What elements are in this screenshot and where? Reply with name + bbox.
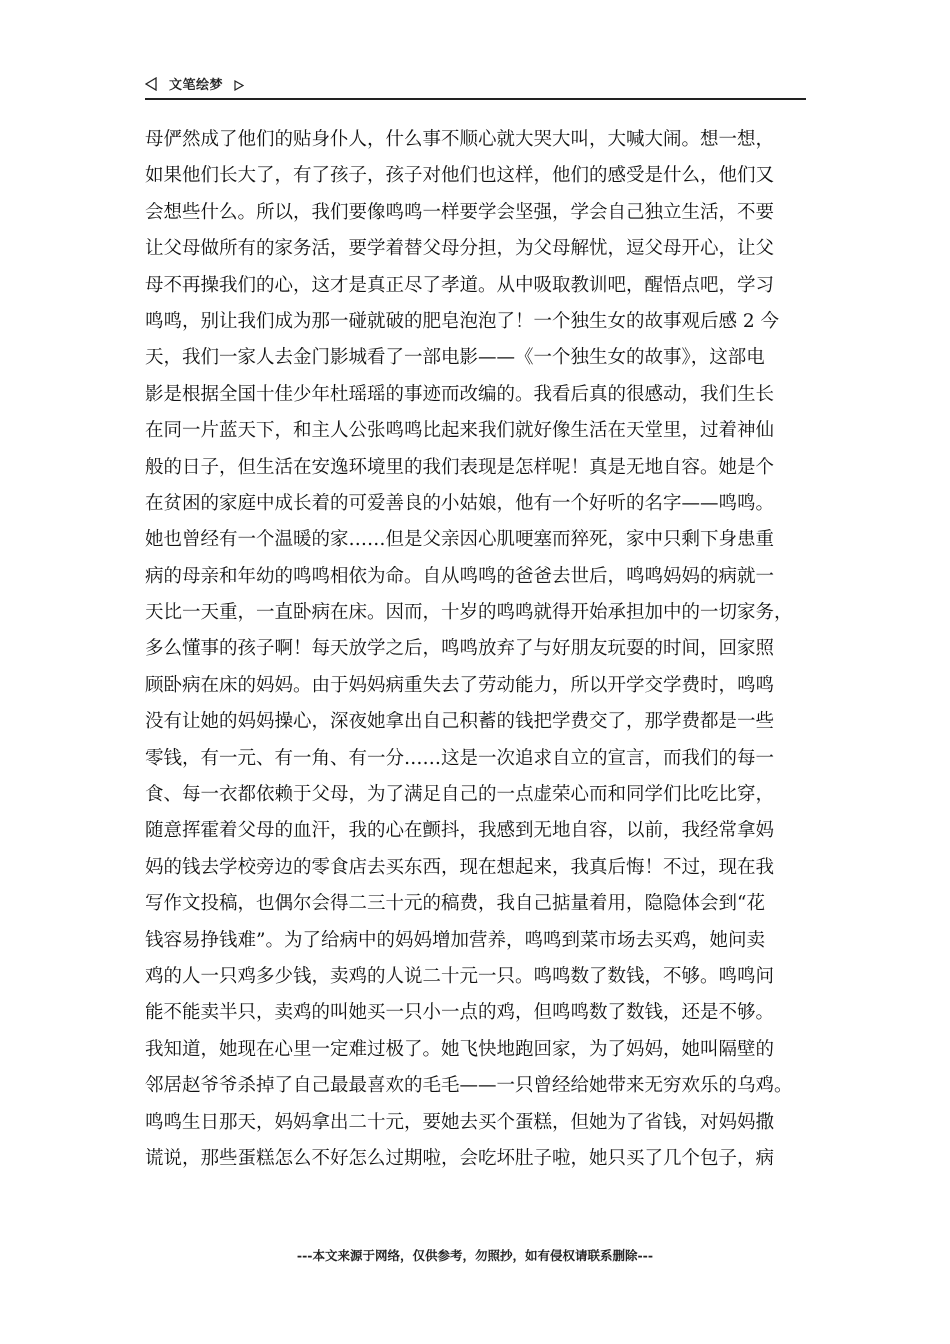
text-line: 邻居赵爷爷杀掉了自己最最喜欢的毛毛——一只曾经给她带来无穷欢乐的乌鸡。 — [145, 1075, 793, 1097]
triangle-right-outline-icon — [234, 76, 244, 87]
text-line: 在贫困的家庭中成长着的可爱善良的小姑娘，他有一个好听的名字——鸣鸣。 — [145, 492, 775, 514]
text-line: 钱容易挣钱难”。为了给病中的妈妈增加营养，鸣鸣到菜市场去买鸡，她问卖 — [145, 929, 765, 951]
text-line: 病的母亲和年幼的鸣鸣相依为命。自从鸣鸣的爸爸去世后，鸣鸣妈妈的病就一 — [145, 565, 775, 587]
text-line: 顾卧病在床的妈妈。由于妈妈病重失去了劳动能力，所以开学交学费时，鸣鸣 — [145, 674, 775, 696]
text-line: 她也曾经有一个温暖的家……但是父亲因心肌哽塞而猝死，家中只剩下身患重 — [145, 529, 775, 551]
text-line: 母不再操我们的心，这才是真正尽了孝道。从中吸取教训吧，醒悟点吧，学习 — [145, 274, 775, 296]
text-line: 我知道，她现在心里一定难过极了。她飞快地跑回家，为了妈妈，她叫隔壁的 — [145, 1038, 775, 1060]
text-line: 般的日子，但生活在安逸环境里的我们表现是怎样呢！真是无地自容。她是个 — [145, 456, 775, 478]
text-line: 随意挥霍着父母的血汗，我的心在颤抖，我感到无地自容，以前，我经常拿妈 — [145, 820, 775, 842]
body-text — [145, 122, 815, 1177]
text-line: 没有让她的妈妈操心，深夜她拿出自己积蓄的钱把学费交了，那学费都是一些 — [145, 711, 775, 733]
text-line: 多么懂事的孩子啊！每天放学之后，鸣鸣放弃了与好朋友玩耍的时间，回家照 — [145, 638, 775, 660]
text-line: 零钱，有一元、有一角、有一分……这是一次追求自立的宣言，而我们的每一 — [145, 747, 775, 769]
text-line: 写作文投稿，也偶尔会得二三十元的稿费，我自己掂量着用，隐隐体会到“花 — [145, 893, 765, 915]
text-line: 如果他们长大了，有了孩子，孩子对他们也这样，他们的感受是什么，他们又 — [145, 165, 775, 187]
text-line: 食、每一衣都依赖于父母，为了满足自己的一点虚荣心而和同学们比吃比穿， — [145, 784, 775, 806]
text-line: 妈的钱去学校旁边的零食店去买东西，现在想起来，我真后悔！不过，现在我 — [145, 856, 775, 878]
text-line: 能不能卖半只，卖鸡的叫她买一只小一点的鸡，但鸣鸣数了数钱，还是不够。 — [145, 1002, 775, 1024]
text-line: 母俨然成了他们的贴身仆人，什么事不顺心就大哭大叫，大喊大闹。想一想， — [145, 129, 775, 150]
text-line: 谎说，那些蛋糕怎么不好怎么过期啦，会吃坏肚子啦，她只买了几个包子，病 — [145, 1147, 775, 1169]
triangle-left-outline-icon — [145, 76, 157, 90]
footer-disclaimer: ---本文来源于网络，仅供参考，勿照抄，如有侵权请联系删除--- — [296, 1248, 654, 1263]
header-title: 文笔绘梦 — [169, 78, 224, 93]
text-line: 会想些什么。所以，我们要像鸣鸣一样要学会坚强，学会自己独立生活，不要 — [145, 201, 775, 223]
page-header — [145, 72, 806, 100]
text-line: 让父母做所有的家务活，要学着替父母分担，为父母解忧，逗父母开心，让父 — [145, 238, 775, 260]
text-line: 影是根据全国十佳少年杜瑶瑶的事迹而改编的。我看后真的很感动，我们生长 — [145, 383, 775, 405]
text-line: 天，我们一家人去金门影城看了一部电影——《一个独生女的故事》，这部电 — [145, 347, 765, 369]
text-line: 在同一片蓝天下，和主人公张鸣鸣比起来我们就好像生活在天堂里，过着神仙 — [145, 420, 775, 442]
text-line: 天比一天重，一直卧病在床。因而，十岁的鸣鸣就得开始承担加中的一切家务， — [145, 602, 793, 624]
text-line: 鸣鸣生日那天，妈妈拿出二十元，要她去买个蛋糕，但她为了省钱，对妈妈撒 — [145, 1111, 775, 1133]
text-line: 鸡的人一只鸡多少钱，卖鸡的人说二十元一只。鸣鸣数了数钱，不够。鸣鸣问 — [145, 965, 775, 987]
text-line: 鸣鸣，别让我们成为那一碰就破的肥皂泡泡了！一个独生女的故事观后感 2 今 — [145, 310, 780, 332]
